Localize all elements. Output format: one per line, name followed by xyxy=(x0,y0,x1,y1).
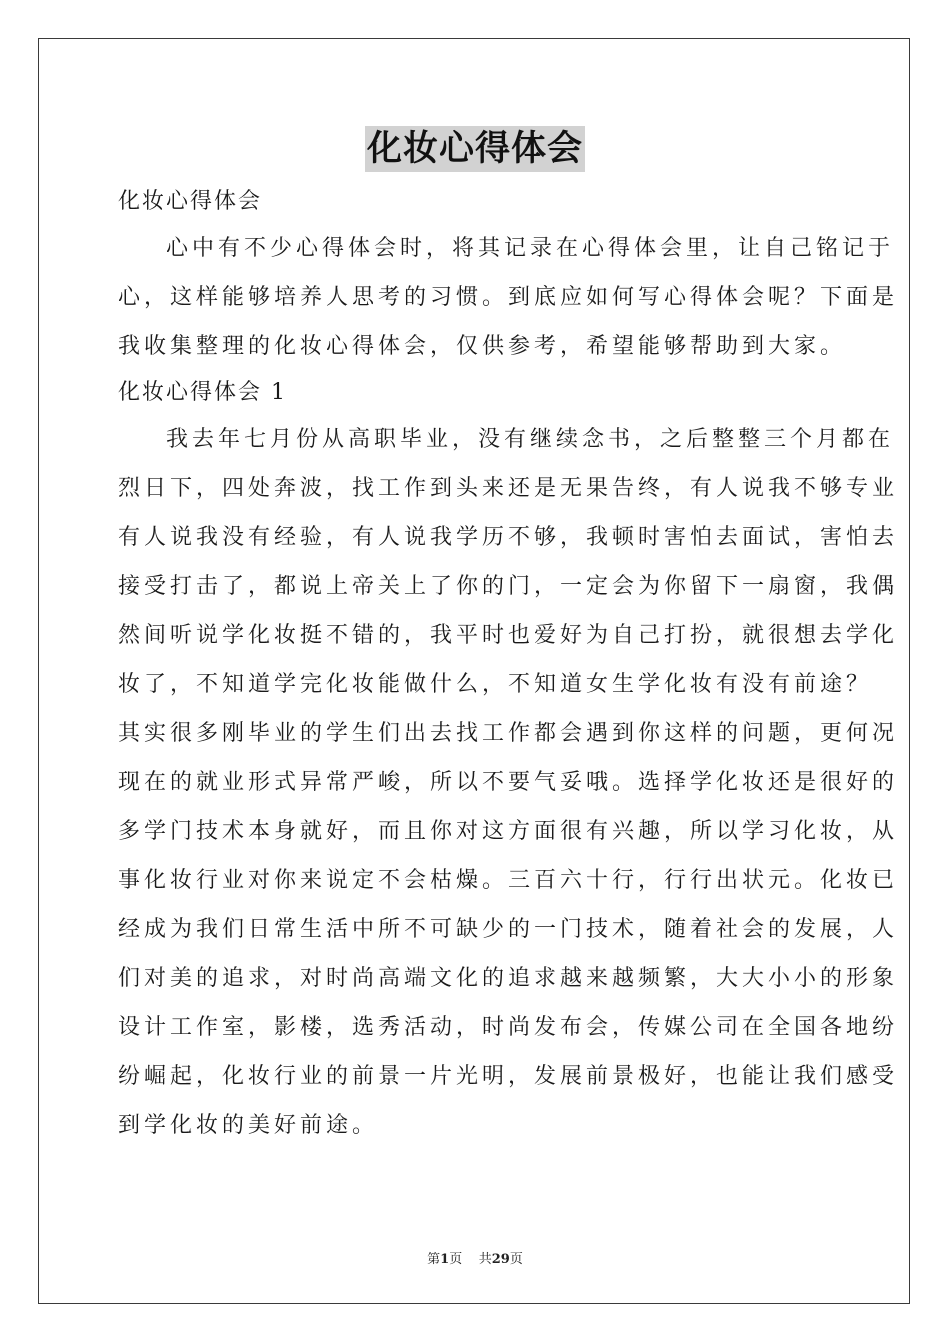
body-line: 我去年七月份从高职毕业，没有继续念书，之后整整三个月都在 xyxy=(166,427,895,452)
body-line: 多学门技术本身就好，而且你对这方面很有兴趣，所以学习化妆，从 xyxy=(118,819,899,844)
body-line: 然间听说学化妆挺不错的，我平时也爱好为自己打扮，就很想去学化 xyxy=(118,623,899,648)
body-line: 纷崛起，化妆行业的前景一片光明，发展前景极好，也能让我们感受 xyxy=(118,1064,899,1089)
intro-paragraph xyxy=(118,224,899,371)
body-line: 到学化妆的美好前途。 xyxy=(118,1113,379,1138)
document-subtitle: 化妆心得体会 xyxy=(118,189,263,214)
title-container xyxy=(0,126,950,172)
intro-line: 我收集整理的化妆心得体会，仅供参考，希望能够帮助到大家。 xyxy=(118,334,847,359)
body-paragraph xyxy=(118,415,899,1150)
intro-line: 心中有不少心得体会时，将其记录在心得体会里，让自己铭记于 xyxy=(166,236,895,261)
body-line: 设计工作室，影楼，选秀活动，时尚发布会，传媒公司在全国各地纷 xyxy=(118,1015,899,1040)
total-pages: 29 xyxy=(491,1252,510,1267)
page-prefix: 第 xyxy=(427,1252,441,1267)
body-line: 烈日下，四处奔波，找工作到头来还是无果告终，有人说我不够专业 xyxy=(118,476,899,501)
page-suffix: 页 xyxy=(449,1252,463,1267)
document-title: 化妆心得体会 xyxy=(365,126,585,172)
body-line: 现在的就业形式异常严峻，所以不要气妥哦。选择学化妆还是很好的 xyxy=(118,770,899,795)
body-line: 事化妆行业对你来说定不会枯燥。三百六十行，行行出状元。化妆已 xyxy=(118,868,899,893)
body-line: 接受打击了，都说上帝关上了你的门，一定会为你留下一扇窗，我偶 xyxy=(118,574,899,599)
total-prefix: 共 xyxy=(478,1252,492,1267)
body-line: 有人说我没有经验，有人说我学历不够，我顿时害怕去面试，害怕去 xyxy=(118,525,899,550)
body-line: 们对美的追求，对时尚高端文化的追求越来越频繁，大大小小的形象 xyxy=(118,966,899,991)
body-line: 妆了，不知道学完化妆能做什么，不知道女生学化妆有没有前途？ xyxy=(118,672,873,697)
document-body xyxy=(118,180,899,1150)
section-heading: 化妆心得体会 1 xyxy=(118,380,287,405)
body-line: 其实很多刚毕业的学生们出去找工作都会遇到你这样的问题，更何况 xyxy=(118,721,899,746)
total-suffix: 页 xyxy=(509,1252,523,1267)
body-line: 经成为我们日常生活中所不可缺少的一门技术，随着社会的发展，人 xyxy=(118,917,899,942)
intro-line: 心，这样能够培养人思考的习惯。到底应如何写心得体会呢？下面是 xyxy=(118,285,899,310)
page-number: 1 xyxy=(440,1252,450,1267)
page-footer xyxy=(0,1248,950,1267)
